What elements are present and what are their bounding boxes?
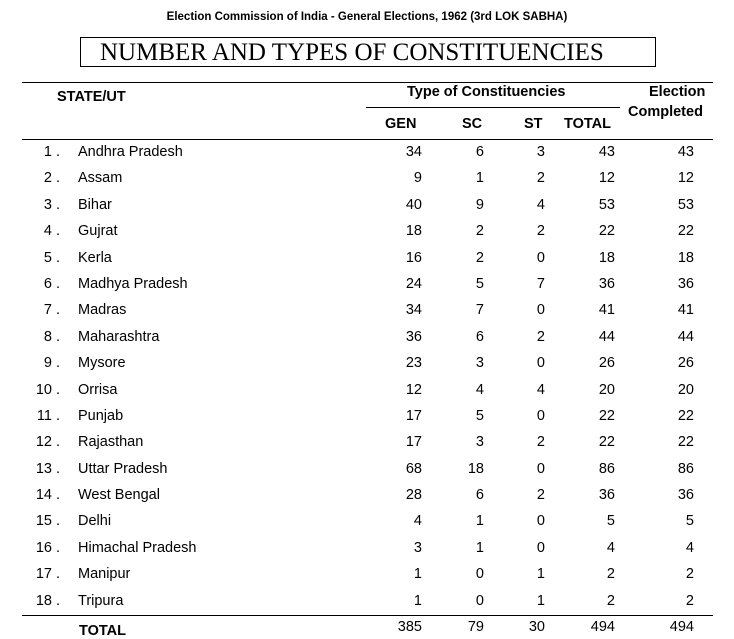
- totals-completed: 494: [669, 619, 694, 635]
- sc-count: 0: [475, 566, 484, 583]
- table-row: [0, 407, 734, 433]
- total-count: 12: [598, 170, 615, 187]
- total-count: 26: [598, 355, 615, 372]
- totals-label: TOTAL: [79, 623, 126, 639]
- sc-count: 3: [475, 355, 484, 372]
- gen-count: 34: [405, 302, 422, 319]
- row-index: 13 .: [35, 460, 60, 477]
- table-row: [0, 354, 734, 380]
- gen-count: 34: [405, 144, 422, 160]
- sc-count: 2: [475, 223, 484, 240]
- total-count: 22: [598, 223, 615, 240]
- total-count: 36: [598, 275, 615, 292]
- st-count: 2: [536, 487, 545, 504]
- gen-count: 68: [405, 460, 422, 477]
- table-row: [0, 328, 734, 354]
- row-index: 8 .: [43, 328, 60, 345]
- gen-count: 17: [405, 407, 422, 424]
- gen-count: 17: [405, 434, 422, 451]
- completed-count: 22: [677, 223, 694, 240]
- row-index: 16 .: [35, 539, 60, 556]
- st-count: 2: [536, 328, 545, 345]
- completed-count: 22: [677, 407, 694, 424]
- total-count: 2: [606, 566, 615, 583]
- completed-count: 26: [677, 355, 694, 372]
- sc-count: 9: [475, 196, 484, 213]
- sc-count: 2: [475, 249, 484, 266]
- total-count: 5: [606, 513, 615, 530]
- completed-count: 36: [677, 275, 694, 292]
- gen-count: 18: [405, 223, 422, 240]
- gen-count: 1: [413, 592, 422, 609]
- state-name: Maharashtra: [78, 328, 160, 345]
- sc-count: 5: [475, 407, 484, 424]
- total-count: 44: [598, 328, 615, 345]
- total-count: 22: [598, 407, 615, 424]
- table-row: [0, 486, 734, 512]
- total-count: 4: [606, 539, 615, 556]
- table-row: [0, 512, 734, 538]
- st-count: 0: [536, 249, 545, 266]
- st-count: 0: [536, 355, 545, 372]
- completed-count: 44: [677, 328, 694, 345]
- st-count: 0: [536, 302, 545, 319]
- total-count: 86: [598, 460, 615, 477]
- gen-count: 3: [413, 539, 422, 556]
- completed-count: 18: [677, 249, 694, 266]
- completed-count: 4: [685, 539, 694, 556]
- gen-count: 9: [413, 170, 422, 187]
- state-name: Andhra Pradesh: [78, 144, 183, 160]
- sc-count: 7: [475, 302, 484, 319]
- gen-count: 4: [413, 513, 422, 530]
- row-index: 14 .: [35, 487, 60, 504]
- row-index: 6 .: [43, 275, 60, 292]
- total-count: 22: [598, 434, 615, 451]
- st-count: 0: [536, 513, 545, 530]
- completed-count: 53: [677, 196, 694, 213]
- table-row: [0, 249, 734, 275]
- row-index: 2 .: [43, 170, 60, 187]
- table-row: [0, 539, 734, 565]
- completed-count: 2: [685, 592, 694, 609]
- sc-count: 1: [475, 513, 484, 530]
- state-name: Madhya Pradesh: [78, 275, 188, 292]
- total-count: 36: [598, 487, 615, 504]
- sc-count: 5: [475, 275, 484, 292]
- gen-count: 23: [405, 355, 422, 372]
- table-row: [0, 381, 734, 407]
- row-index: 18 .: [35, 592, 60, 609]
- gen-count: 12: [405, 381, 422, 398]
- state-name: Bihar: [78, 196, 112, 213]
- table-row: [0, 169, 734, 195]
- sc-count: 4: [475, 381, 484, 398]
- gen-count: 40: [405, 196, 422, 213]
- table-row: [0, 460, 734, 486]
- completed-count: 22: [677, 434, 694, 451]
- state-name: Assam: [78, 170, 123, 187]
- row-index: 12 .: [35, 434, 60, 451]
- row-index: 5 .: [43, 249, 60, 266]
- total-count: 18: [598, 249, 615, 266]
- st-count: 1: [536, 592, 545, 609]
- completed-count: 20: [677, 381, 694, 398]
- gen-column-header: GEN: [385, 116, 417, 132]
- st-count: 2: [536, 223, 545, 240]
- row-index: 9 .: [43, 355, 60, 372]
- table-row: [0, 143, 734, 169]
- total-count: 53: [598, 196, 615, 213]
- st-count: 2: [536, 170, 545, 187]
- table-row: [0, 196, 734, 222]
- table-row: [0, 433, 734, 459]
- totals-rule: [22, 615, 713, 616]
- state-name: Mysore: [78, 355, 126, 372]
- state-name: Himachal Pradesh: [78, 539, 197, 556]
- st-count: 1: [536, 566, 545, 583]
- gen-count: 16: [405, 249, 422, 266]
- completed-count: 5: [685, 513, 694, 530]
- st-count: 4: [536, 381, 545, 398]
- table-row: [0, 275, 734, 301]
- gen-count: 1: [413, 566, 422, 583]
- sc-count: 6: [475, 328, 484, 345]
- page-title: NUMBER AND TYPES OF CONSTITUENCIES: [80, 37, 656, 67]
- gen-count: 28: [405, 487, 422, 504]
- row-index: 10 .: [35, 381, 60, 398]
- sc-count: 0: [475, 592, 484, 609]
- state-name: Delhi: [78, 513, 112, 530]
- state-name: Gujrat: [78, 223, 118, 240]
- election-column-header-line1: Election: [649, 84, 706, 100]
- totals-st: 30: [528, 619, 545, 635]
- state-column-header: STATE/UT: [57, 89, 126, 105]
- state-name: Orrisa: [78, 381, 118, 398]
- completed-count: 12: [677, 170, 694, 187]
- state-name: West Bengal: [78, 487, 160, 504]
- state-name: Tripura: [78, 592, 124, 609]
- total-count: 2: [606, 592, 615, 609]
- document-heading: Election Commission of India - General Elections, 1962 (3rd LOK SABHA): [166, 11, 568, 23]
- total-column-header: TOTAL: [564, 116, 611, 132]
- st-count: 3: [536, 144, 545, 160]
- totals-sc: 79: [467, 619, 484, 635]
- gen-count: 36: [405, 328, 422, 345]
- state-name: Uttar Pradesh: [78, 460, 168, 477]
- st-count: 0: [536, 539, 545, 556]
- st-count: 2: [536, 434, 545, 451]
- election-column-header-line2: Completed: [628, 104, 703, 120]
- gen-count: 24: [405, 275, 422, 292]
- completed-count: 2: [685, 566, 694, 583]
- table-row: [0, 301, 734, 327]
- completed-count: 86: [677, 460, 694, 477]
- sc-count: 6: [475, 487, 484, 504]
- constituency-table-body: [0, 143, 734, 618]
- state-name: Punjab: [78, 407, 124, 424]
- st-count: 7: [536, 275, 545, 292]
- sc-count: 3: [475, 434, 484, 451]
- type-group-header: Type of Constituencies: [407, 84, 566, 100]
- row-index: 1 .: [43, 144, 60, 160]
- sc-count: 1: [475, 539, 484, 556]
- state-name: Kerla: [78, 249, 112, 266]
- st-column-header: ST: [524, 116, 543, 132]
- totals-row: [0, 619, 734, 639]
- total-count: 41: [598, 302, 615, 319]
- state-name: Madras: [78, 302, 127, 319]
- sc-count: 6: [475, 144, 484, 160]
- table-row: [0, 222, 734, 248]
- st-count: 0: [536, 407, 545, 424]
- st-count: 0: [536, 460, 545, 477]
- row-index: 17 .: [35, 566, 60, 583]
- st-count: 4: [536, 196, 545, 213]
- row-index: 15 .: [35, 513, 60, 530]
- total-count: 20: [598, 381, 615, 398]
- table-row: [0, 565, 734, 591]
- header-top-rule: [22, 82, 713, 83]
- header-bottom-rule: [22, 139, 713, 140]
- state-name: Rajasthan: [78, 434, 144, 451]
- sc-count: 18: [467, 460, 484, 477]
- completed-count: 41: [677, 302, 694, 319]
- state-name: Manipur: [78, 566, 131, 583]
- row-index: 7 .: [43, 302, 60, 319]
- totals-gen: 385: [397, 619, 422, 635]
- total-count: 43: [598, 144, 615, 160]
- row-index: 11 .: [36, 407, 60, 424]
- completed-count: 43: [677, 144, 694, 160]
- completed-count: 36: [677, 487, 694, 504]
- type-group-rule: [366, 107, 620, 108]
- totals-total: 494: [590, 619, 615, 635]
- sc-count: 1: [475, 170, 484, 187]
- row-index: 4 .: [43, 223, 60, 240]
- row-index: 3 .: [43, 196, 60, 213]
- sc-column-header: SC: [462, 116, 483, 132]
